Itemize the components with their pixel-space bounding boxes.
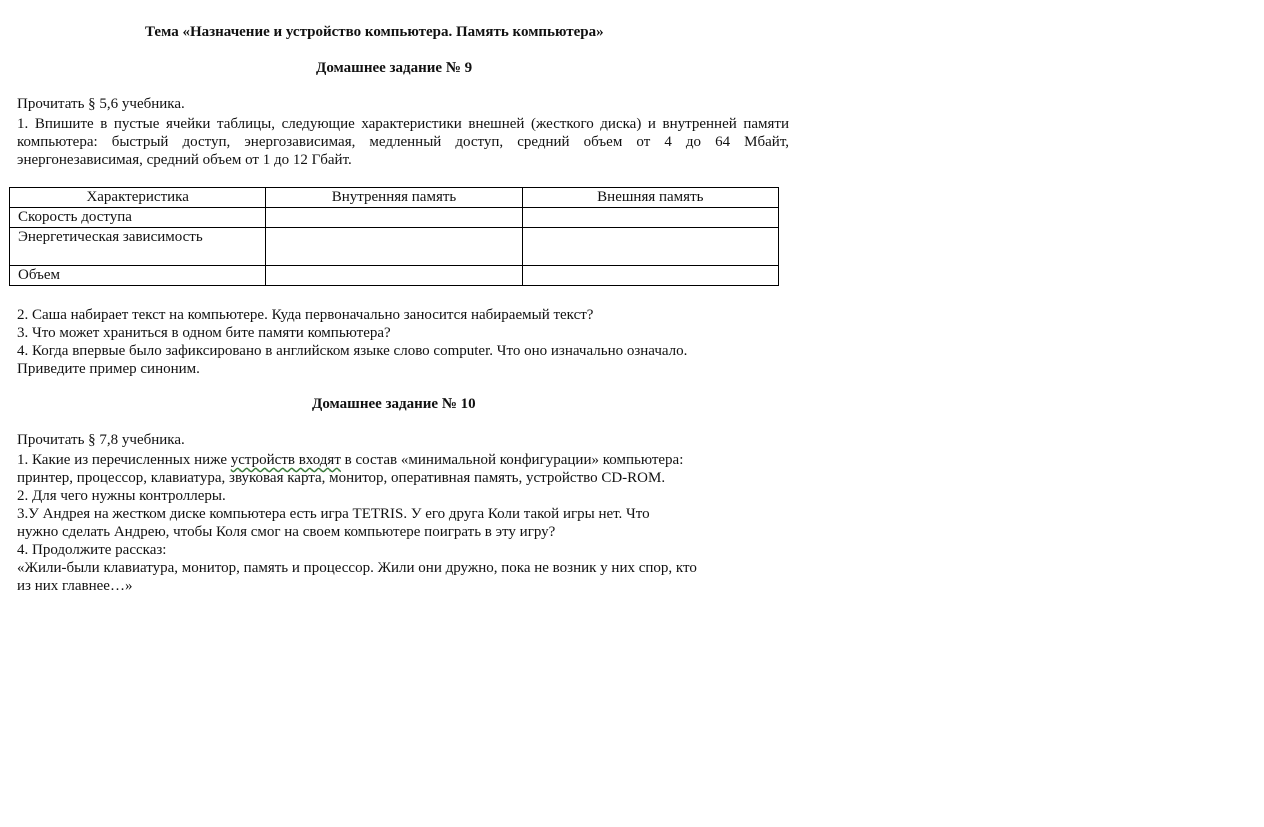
- homework-9-question-2: 2. Саша набирает текст на компьютере. Куда первоначально заносится набираемый текст?: [17, 307, 594, 323]
- table-header: Характеристика: [10, 188, 266, 208]
- question-text: 1. Какие из перечисленных ниже: [17, 452, 231, 468]
- homework-10-question-4: 4. Продолжите рассказ:: [17, 542, 167, 558]
- homework-9-question-4: 4. Когда впервые было зафиксировано в английском языке слово computer. Что оно изначально означало.: [17, 343, 688, 359]
- homework-10-questions: [17, 451, 789, 595]
- memory-characteristics-table: [9, 187, 779, 286]
- homework-10-question-3: 3.У Андрея на жестком диске компьютера есть игра TETRIS. У его друга Коли такой игры нет. Что: [17, 506, 650, 522]
- table-row: [10, 208, 779, 228]
- homework-10-question-3-cont: нужно сделать Андрею, чтобы Коля смог на своем компьютере поиграть в эту игру?: [17, 524, 556, 540]
- row-label: Объем: [10, 266, 266, 286]
- story-text: «Жили-были клавиатура, монитор, память и процессор. Жили они дружно, пока не возник у них спор, кто: [17, 560, 697, 576]
- table-row: [10, 228, 779, 266]
- homework-9-questions: [17, 306, 789, 378]
- empty-cell[interactable]: [266, 228, 522, 266]
- table-header: Внешняя память: [522, 188, 778, 208]
- homework-9-reading: Прочитать § 5,6 учебника.: [17, 96, 185, 112]
- homework-10-reading: Прочитать § 7,8 учебника.: [17, 432, 185, 448]
- table-header-row: [10, 188, 779, 208]
- homework-10-title: Домашнее задание № 10: [312, 396, 476, 412]
- homework-9-question-4-cont: Приведите пример синоним.: [17, 361, 200, 377]
- homework-9-question-1: 1. Впишите в пустые ячейки таблицы, следующие характеристики внешней (жесткого диска) и внутренней памяти компьютера: быстрый доступ, энергозависимая, медленный доступ, средний объем от 4 до 64 Мбайт, энергонезависимая, средний объем от 1 до 12 Гбайт.: [17, 116, 789, 168]
- empty-cell[interactable]: [266, 266, 522, 286]
- empty-cell[interactable]: [266, 208, 522, 228]
- table-row: [10, 266, 779, 286]
- row-label: Энергетическая зависимость: [10, 228, 266, 266]
- empty-cell[interactable]: [522, 266, 778, 286]
- story-text-cont: из них главнее…»: [17, 578, 133, 594]
- homework-9-title: Домашнее задание № 9: [316, 60, 473, 76]
- table-header: Внутренняя память: [266, 188, 522, 208]
- spellcheck-marked-text[interactable]: устройств входят: [230, 452, 341, 468]
- homework-9-question-3: 3. Что может храниться в одном бите памяти компьютера?: [17, 325, 391, 341]
- homework-10-question-1-cont: принтер, процессор, клавиатура, звуковая карта, монитор, оперативная память, устройство CD-ROM.: [17, 470, 666, 486]
- homework-10-question-1: [17, 451, 789, 469]
- row-label: Скорость доступа: [10, 208, 266, 228]
- homework-10-question-2: 2. Для чего нужны контроллеры.: [17, 488, 226, 504]
- topic-heading: Тема «Назначение и устройство компьютера. Память компьютера»: [145, 24, 604, 40]
- empty-cell[interactable]: [522, 208, 778, 228]
- empty-cell[interactable]: [522, 228, 778, 266]
- question-text: в состав «минимальной конфигурации» компьютера:: [340, 452, 684, 468]
